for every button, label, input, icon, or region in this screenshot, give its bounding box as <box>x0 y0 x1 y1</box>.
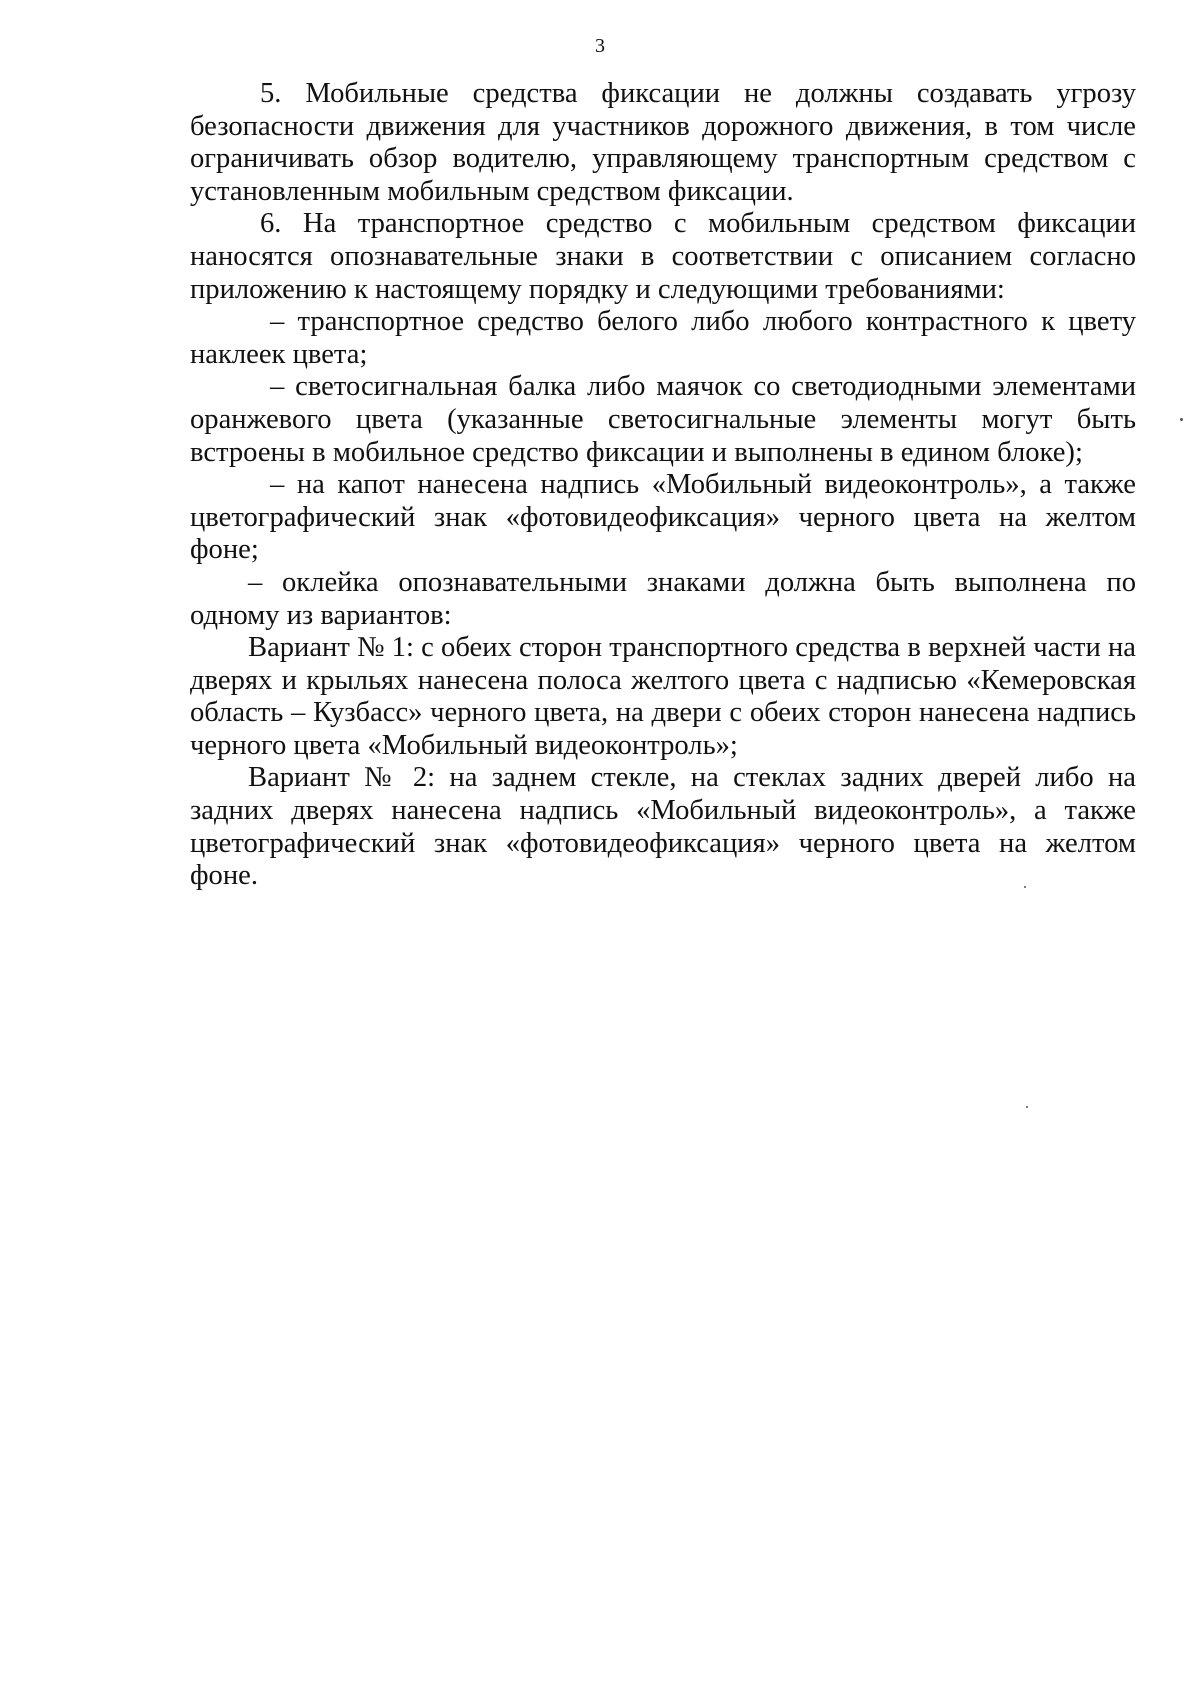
scan-speck <box>1180 418 1183 421</box>
requirement-hood-inscription: – на капот нанесена надпись «Мобильный видеоконтроль», а также цветографический знак «фотовидеофиксация» черного цвета на желтом фоне; <box>190 469 1136 566</box>
scan-speck <box>1026 1106 1028 1108</box>
requirement-vehicle-color: – транспортное средство белого либо любого контрастного к цвету наклеек цвета; <box>190 306 1136 370</box>
page-number: 3 <box>595 35 605 57</box>
paragraph-item-5: 5. Мобильные средства фиксации не должны создавать угрозу безопасности движения для участников дорожного движения, в том числе ограничивать обзор водителю, управляющему транспортным средством с установленным мобильным средством фиксации. <box>190 78 1136 207</box>
requirement-sticker-options: – оклейка опознавательными знаками должна быть выполнена по одному из вариантов: <box>190 566 1136 631</box>
variant-2: Вариант № 2: на заднем стекле, на стеклах задних дверей либо на задних дверях нанесена надпись «Мобильный видеоконтроль», а также цветографический знак «фотовидеофиксация» черного цвета на желтом фоне. <box>190 762 1136 892</box>
paragraph-item-6: 6. На транспортное средство с мобильным средством фиксации наносятся опознавательные знаки в соответствии с описанием согласно приложению к настоящему порядку и следующими требованиями: <box>190 208 1136 305</box>
document-body <box>190 78 1136 893</box>
variant-1: Вариант № 1: с обеих сторон транспортного средства в верхней части на дверях и крыльях нанесена полоса желтого цвета с надписью «Кемеровская область – Кузбасс» черного цвета, на двери с обеих сторон нанесена надпись черного цвета «Мобильный видеоконтроль»; <box>190 632 1136 761</box>
requirement-light-bar: – светосигнальная балка либо маячок со светодиодными элементами оранжевого цвета (указанные светосигнальные элементы могут быть встроены в мобильное средство фиксации и выполнены в едином блоке); <box>190 371 1136 468</box>
scan-speck <box>1024 886 1026 888</box>
